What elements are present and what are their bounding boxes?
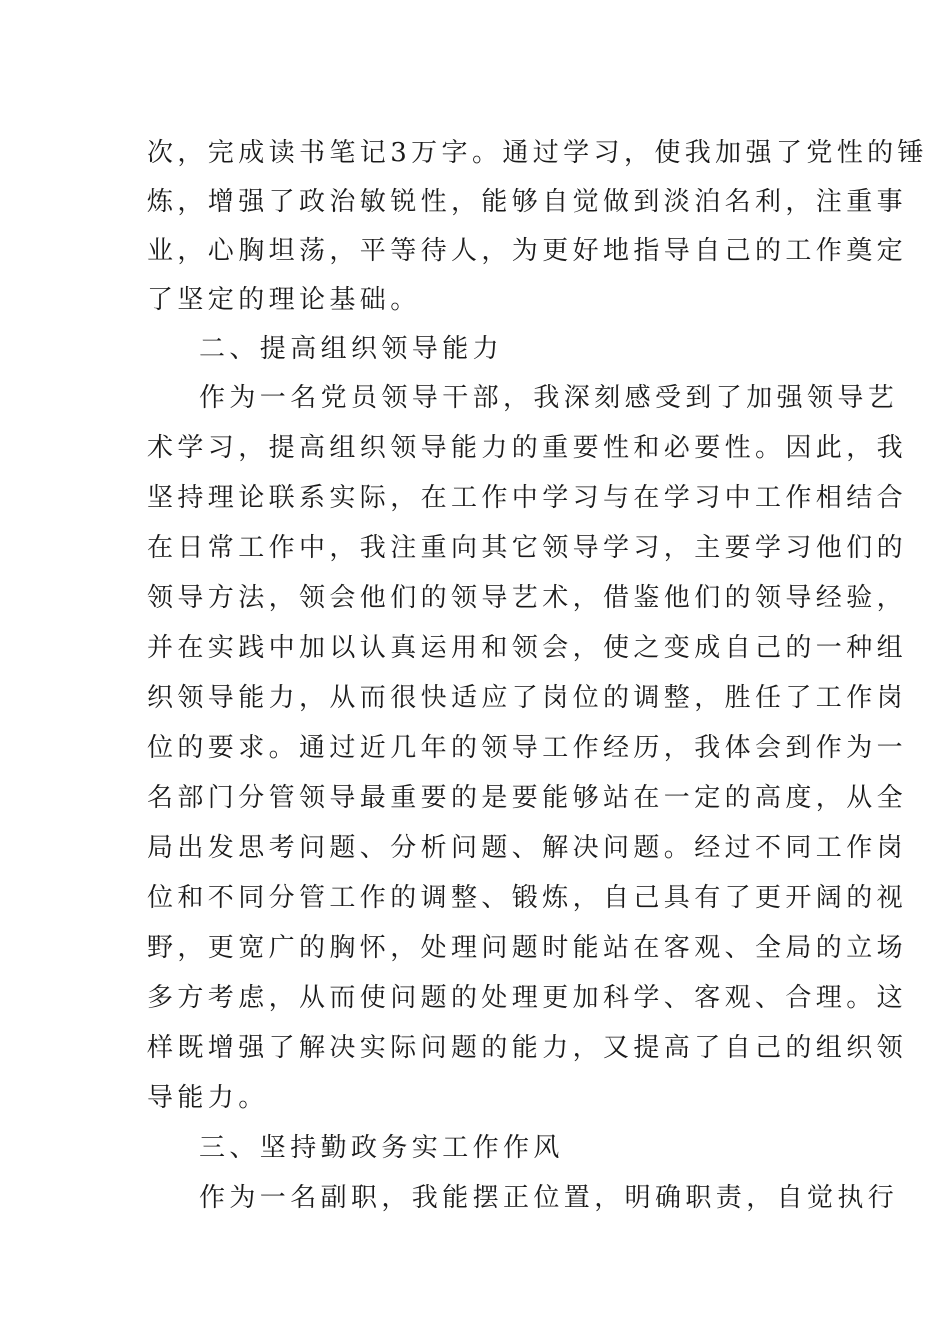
text-line: 业，心胸坦荡，平等待人，为更好地指导自己的工作奠定: [147, 236, 908, 266]
text-line: 织领导能力，从而很快适应了岗位的调整，胜任了工作岗: [147, 683, 908, 713]
text-line: 作为一名党员领导干部，我深刻感受到了加强领导艺: [199, 383, 899, 413]
text-line: 术学习，提高组织领导能力的重要性和必要性。因此，我: [147, 433, 908, 463]
text-line: 局出发思考问题、分析问题、解决问题。经过不同工作岗: [147, 833, 908, 863]
text-line: 样既增强了解决实际问题的能力，又提高了自己的组织领: [147, 1033, 908, 1063]
text-line: 了坚定的理论基础。: [147, 285, 421, 315]
text-line: 野，更宽广的胸怀，处理问题时能站在客观、全局的立场: [147, 933, 908, 963]
text-line: 炼，增强了政治敏锐性，能够自觉做到淡泊名利，注重事: [147, 187, 908, 217]
section-heading: 二、提高组织领导能力: [199, 334, 504, 364]
section-heading: 三、坚持勤政务实工作作风: [199, 1133, 564, 1163]
text-line: 作为一名副职，我能摆正位置，明确职责，自觉执行: [199, 1183, 899, 1213]
text-line: 坚持理论联系实际，在工作中学习与在学习中工作相结合: [147, 483, 908, 513]
text-line: 在日常工作中，我注重向其它领导学习，主要学习他们的: [147, 533, 908, 563]
text-line: 导能力。: [147, 1083, 269, 1113]
text-line: 并在实践中加以认真运用和领会，使之变成自己的一种组: [147, 633, 908, 663]
text-line: 多方考虑，从而使问题的处理更加科学、客观、合理。这: [147, 983, 908, 1013]
text-line: 名部门分管领导最重要的是要能够站在一定的高度，从全: [147, 783, 908, 813]
text-line: 领导方法，领会他们的领导艺术，借鉴他们的领导经验，: [147, 583, 908, 613]
text-line: 位的要求。通过近几年的领导工作经历，我体会到作为一: [147, 733, 908, 763]
text-line: 位和不同分管工作的调整、锻炼，自己具有了更开阔的视: [147, 883, 908, 913]
text-line: 次，完成读书笔记3万字。通过学习，使我加强了党性的锤: [147, 138, 928, 168]
